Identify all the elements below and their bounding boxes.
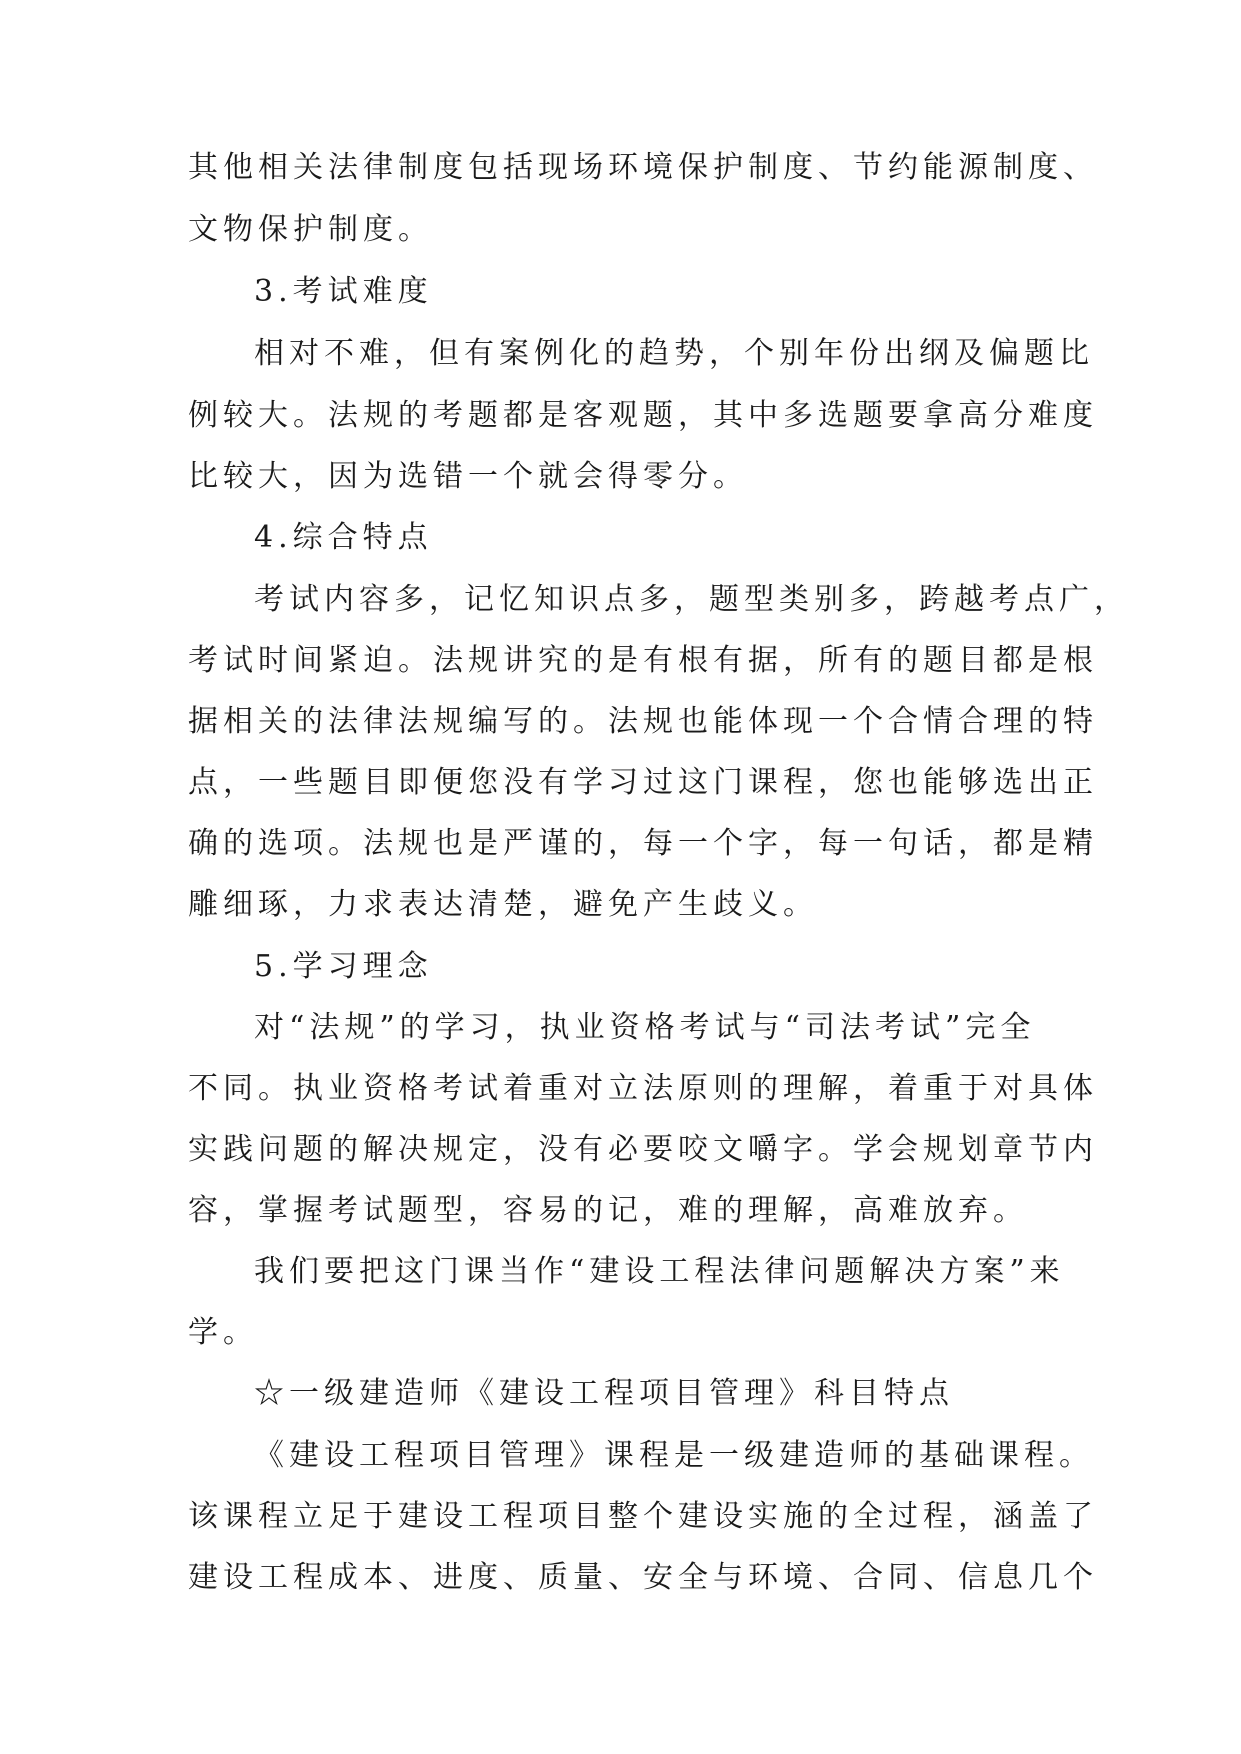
- text-line: 考试内容多，记忆知识点多，题型类别多，跨越考点广，: [254, 582, 1129, 617]
- text-line: 容，掌握考试题型，容易的记，难的理解，高难放弃。: [188, 1193, 1028, 1228]
- text-line: 学。: [188, 1315, 258, 1350]
- text-line: 该课程立足于建设工程项目整个建设实施的全过程，涵盖了: [188, 1499, 1098, 1534]
- text-line: 对“法规”的学习，执业资格考试与“司法考试”完全: [254, 1010, 1036, 1045]
- section-heading: 4.综合特点: [254, 520, 433, 555]
- text-line: 相对不难，但有案例化的趋势，个别年份出纲及偏题比: [254, 336, 1094, 371]
- text-line: 点，一些题目即便您没有学习过这门课程，您也能够选出正: [188, 765, 1098, 800]
- text-line: 雕细琢，力求表达清楚，避免产生歧义。: [188, 887, 818, 922]
- text-line: 建设工程成本、进度、质量、安全与环境、合同、信息几个: [188, 1560, 1098, 1595]
- text-line: 比较大，因为选错一个就会得零分。: [188, 459, 748, 494]
- text-line: 据相关的法律法规编写的。法规也能体现一个合情合理的特: [188, 704, 1098, 739]
- text-line: 《建设工程项目管理》课程是一级建造师的基础课程。: [254, 1438, 1094, 1473]
- text-line: 确的选项。法规也是严谨的，每一个字，每一句话，都是精: [188, 826, 1098, 861]
- text-line: 考试时间紧迫。法规讲究的是有根有据，所有的题目都是根: [188, 643, 1098, 678]
- text-line: 不同。执业资格考试着重对立法原则的理解，着重于对具体: [188, 1071, 1098, 1106]
- text-line: 我们要把这门课当作“建设工程法律问题解决方案”来: [254, 1254, 1065, 1289]
- section-heading: ☆一级建造师《建设工程项目管理》科目特点: [254, 1376, 954, 1411]
- text-line: 文物保护制度。: [188, 212, 433, 247]
- text-line: 实践问题的解决规定，没有必要咬文嚼字。学会规划章节内: [188, 1132, 1098, 1167]
- text-line: 其他相关法律制度包括现场环境保护制度、节约能源制度、: [188, 150, 1098, 185]
- section-heading: 3.考试难度: [254, 274, 433, 309]
- text-line: 例较大。法规的考题都是客观题，其中多选题要拿高分难度: [188, 398, 1098, 433]
- section-heading: 5.学习理念: [254, 949, 433, 984]
